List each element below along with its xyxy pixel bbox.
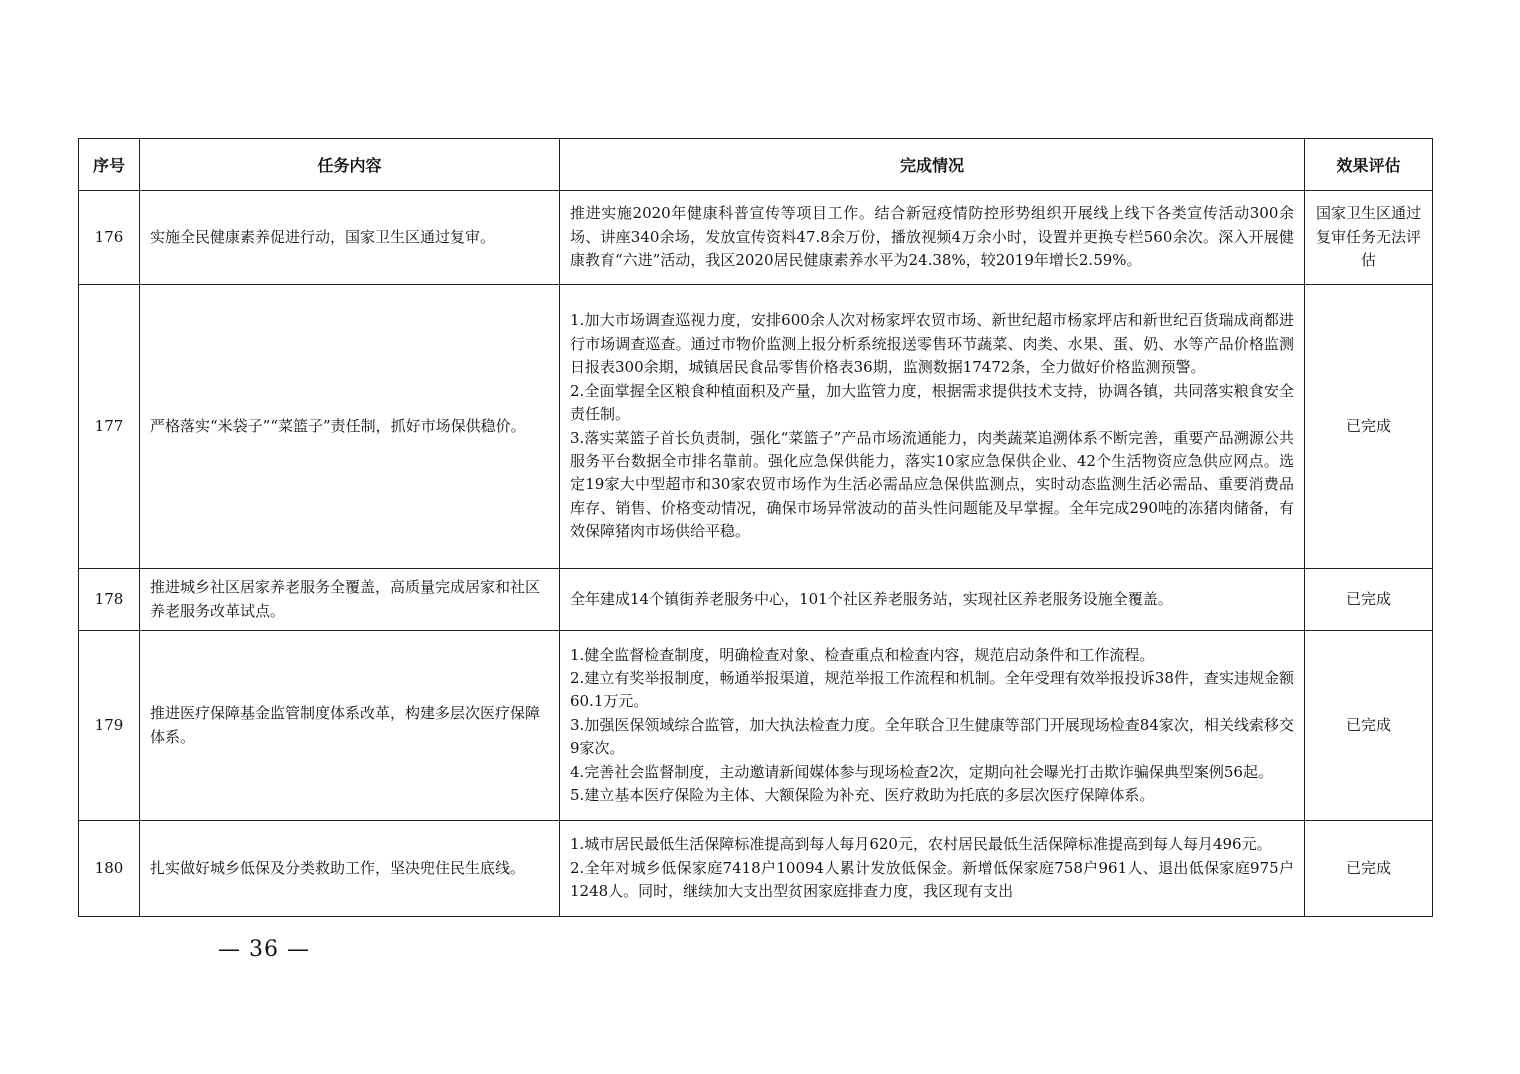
- row-evaluation: 已完成: [1305, 631, 1433, 821]
- row-result: [560, 821, 1305, 917]
- table-row: [79, 569, 1433, 631]
- result-paragraph: 5.建立基本医疗保险为主体、大额保险为补充、医疗救助为托底的多层次医疗保障体系。: [570, 786, 1155, 805]
- task-table: [78, 138, 1433, 917]
- header-result: 完成情况: [560, 139, 1305, 191]
- row-number: 180: [79, 821, 140, 917]
- result-paragraph: 1.健全监督检查制度，明确检查对象、检查重点和检查内容，规范启动条件和工作流程。: [570, 645, 1155, 664]
- result-paragraph: 2.全年对城乡低保家庭7418户10094人累计发放低保金。新增低保家庭758户961人、退出低保家庭975户1248人。同时，继续加大支出型贫困家庭排查力度，我区现有支出: [570, 858, 1294, 901]
- row-number: 177: [79, 285, 140, 569]
- row-number: 176: [79, 191, 140, 285]
- row-task: 严格落实“米袋子”“菜篮子”责任制，抓好市场保供稳价。: [140, 285, 560, 569]
- table-row: [79, 631, 1433, 821]
- table-row: [79, 285, 1433, 569]
- row-task: 实施全民健康素养促进行动，国家卫生区通过复审。: [140, 191, 560, 285]
- row-number: 179: [79, 631, 140, 821]
- result-paragraph: 1.城市居民最低生活保障标准提高到每人每月620元，农村居民最低生活保障标准提高到每人每月496元。: [570, 835, 1272, 854]
- page-number: — 36 —: [218, 937, 310, 962]
- row-evaluation: 国家卫生区通过复审任务无法评估: [1305, 191, 1433, 285]
- row-task: 扎实做好城乡低保及分类救助工作，坚决兜住民生底线。: [140, 821, 560, 917]
- row-task: 推进城乡社区居家养老服务全覆盖，高质量完成居家和社区养老服务改革试点。: [140, 569, 560, 631]
- header-evaluation: 效果评估: [1305, 139, 1433, 191]
- row-result: [560, 569, 1305, 631]
- table-header-row: [79, 139, 1433, 191]
- table-row: [79, 821, 1433, 917]
- row-task: 推进医疗保障基金监管制度体系改革，构建多层次医疗保障体系。: [140, 631, 560, 821]
- result-paragraph: 3.加强医保领域综合监管，加大执法检查力度。全年联合卫生健康等部门开展现场检查84家次，相关线索移交9家次。: [570, 715, 1294, 758]
- result-paragraph: 4.完善社会监督制度，主动邀请新闻媒体参与现场检查2次，定期向社会曝光打击欺诈骗保典型案例56起。: [570, 762, 1273, 781]
- result-paragraph: 3.落实菜篮子首长负责制，强化“菜篮子”产品市场流通能力，肉类蔬菜追溯体系不断完善，重要产品溯源公共服务平台数据全市排名靠前。强化应急保供能力，落实10家应急保供企业、42个生活物资应急供应网点。选定19家大中型超市和30家农贸市场作为生活必需品应急保供监测点，实时动态监测生活必需品、重要消费品库存、销售、价格变动情况，确保市场异常波动的苗头性问题能及早掌握。全年完成290吨的冻猪肉储备，有效保障猪肉市场供给平稳。: [570, 428, 1294, 541]
- result-paragraph: 2.全面掌握全区粮食种植面积及产量，加大监管力度，根据需求提供技术支持，协调各镇，共同落实粮食安全责任制。: [570, 381, 1294, 424]
- result-paragraph: 1.加大市场调查巡视力度，安排600余人次对杨家坪农贸市场、新世纪超市杨家坪店和新世纪百货瑞成商都进行市场调查巡查。通过市物价监测上报分析系统报送零售环节蔬菜、肉类、水果、蛋、奶、水等产品价格监测日报表300余期，城镇居民食品零售价格表36期，监测数据17472条，全力做好价格监测预警。: [570, 311, 1294, 377]
- result-paragraph: 全年建成14个镇街养老服务中心，101个社区养老服务站，实现社区养老服务设施全覆盖。: [570, 589, 1173, 608]
- row-result: [560, 191, 1305, 285]
- row-result: [560, 631, 1305, 821]
- table-row: [79, 191, 1433, 285]
- header-serial: 序号: [79, 139, 140, 191]
- row-evaluation: 已完成: [1305, 285, 1433, 569]
- result-paragraph: 2.建立有奖举报制度，畅通举报渠道，规范举报工作流程和机制。全年受理有效举报投诉38件，查实违规金额60.1万元。: [570, 668, 1294, 711]
- header-task: 任务内容: [140, 139, 560, 191]
- row-number: 178: [79, 569, 140, 631]
- row-result: [560, 285, 1305, 569]
- row-evaluation: 已完成: [1305, 821, 1433, 917]
- result-paragraph: 推进实施2020年健康科普宣传等项目工作。结合新冠疫情防控形势组织开展线上线下各类宣传活动300余场、讲座340余场，发放宣传资料47.8余万份，播放视频4万余小时，设置并更换专栏560余次。深入开展健康教育“六进”活动，我区2020居民健康素养水平为24.38%，较2019年增长2.59%。: [570, 204, 1294, 270]
- row-evaluation: 已完成: [1305, 569, 1433, 631]
